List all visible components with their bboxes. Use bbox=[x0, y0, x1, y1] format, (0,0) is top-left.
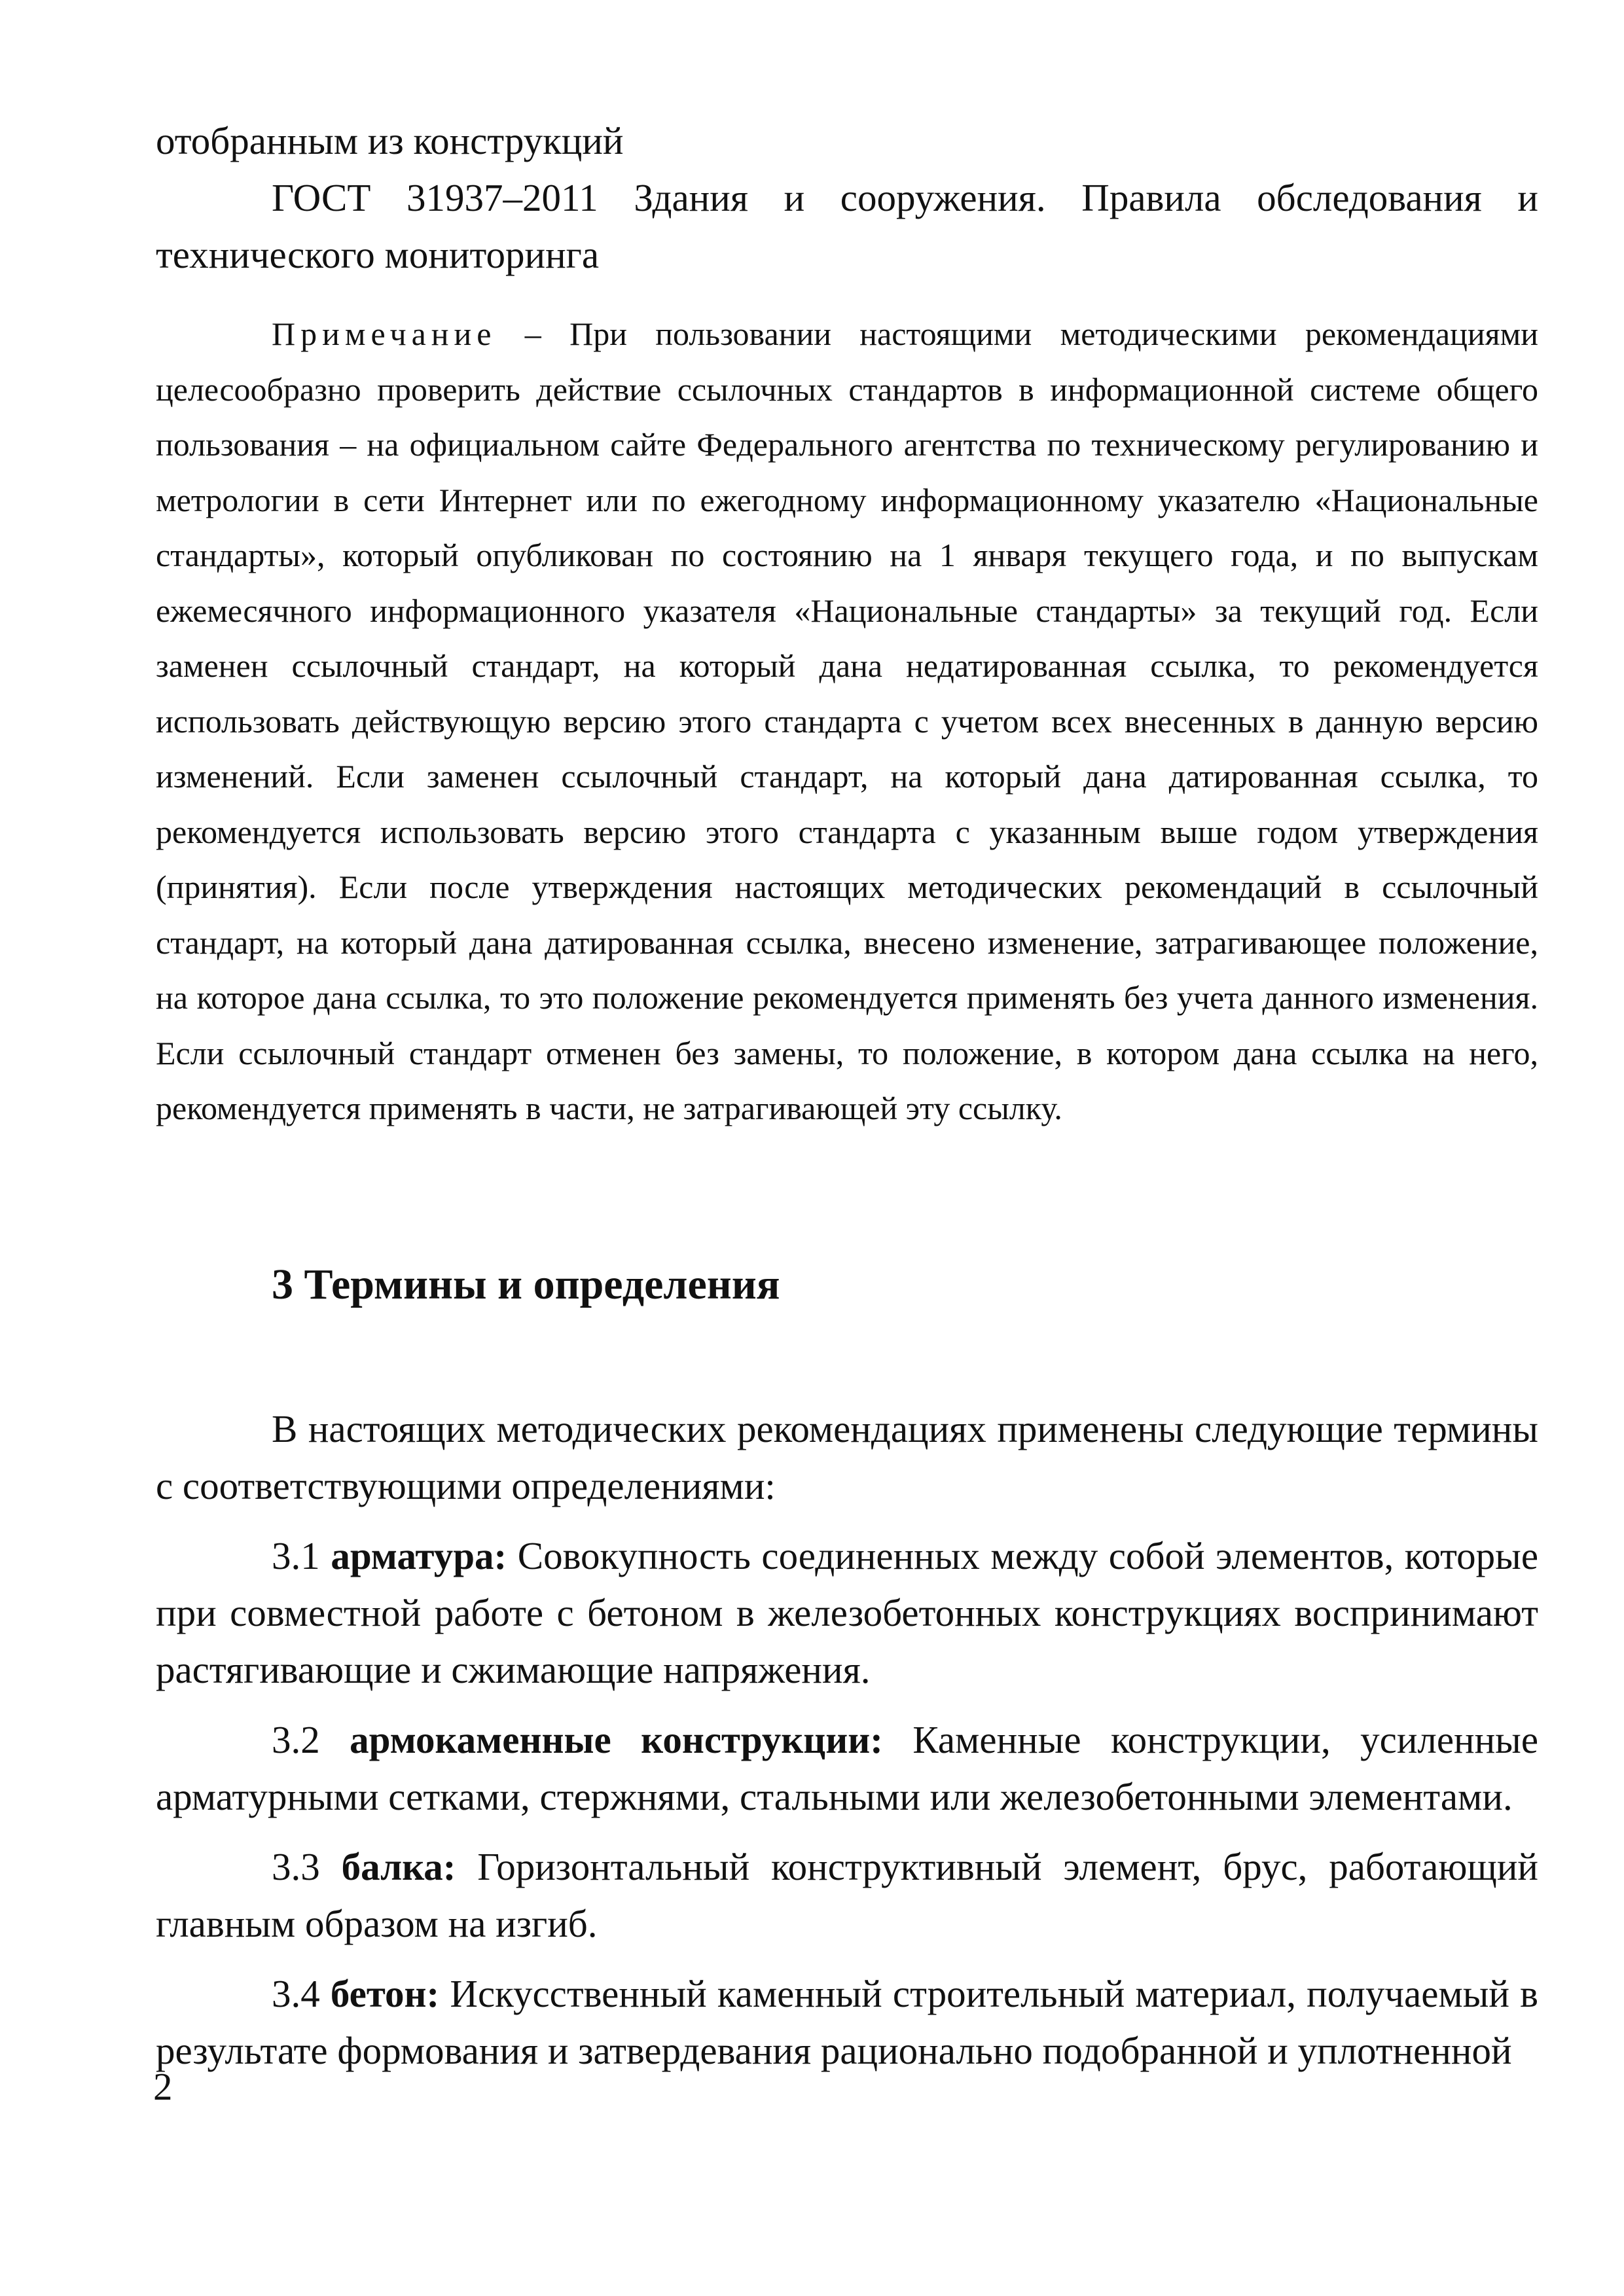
term-definition: Искусственный каменный строительный материал, получаемый в результате формования и затвердевания рационально подобранной и уплотненной bbox=[156, 1972, 1538, 2072]
term-number: 3.1 bbox=[272, 1534, 331, 1577]
term-name: арматура: bbox=[331, 1534, 507, 1577]
continuation-line: отобранным из конструкций bbox=[156, 119, 624, 162]
term-entry bbox=[156, 1965, 1538, 2079]
term-name: армокаменные конструкции: bbox=[350, 1718, 883, 1761]
note-text: – При пользовании настоящими методическими рекомендациями целесообразно проверить действие ссылочных стандартов в информационной системе общего пользования – на официальном сайте Федерального агентства по техническому регулированию и метрологии в сети Интернет или по ежегодному информационному указателю «Национальные стандарты», который опубликован по состоянию на 1 января текущего года, и по выпускам ежемесячного информационного указателя «Национальные стандарты» за текущий год. Если заменен ссылочный стандарт, на который дана недатированная ссылка, то рекомендуется использовать действующую версию этого стандарта с учетом всех внесенных в данную версию изменений. Если заменен ссылочный стандарт, на который дана датированная ссылка, то рекомендуется использовать версию этого стандарта с указанным выше годом утверждения (принятия). Если после утверждения настоящих методических рекомендаций в ссылочный стандарт, на который дана датированная ссылка, внесено изменение, затрагивающее положение, на которое дана ссылка, то это положение рекомендуется применять без учета данного изменения. Если ссылочный стандарт отменен без замены, то положение, в котором дана ссылка на него, рекомендуется применять в части, не затрагивающей эту ссылку. bbox=[156, 315, 1538, 1126]
term-entry bbox=[156, 1839, 1538, 1952]
continuation-block bbox=[156, 113, 1538, 283]
term-definition: Горизонтальный конструктивный элемент, брус, работающий главным образом на изгиб. bbox=[156, 1845, 1539, 1945]
term-definition: Совокупность соединенных между собой элементов, которые при совместной работе с бетоном в железобетонных конструкциях воспринимают растягивающие и сжимающие напряжения. bbox=[156, 1534, 1539, 1691]
terms-intro: В настоящих методических рекомендациях применены следующие термины с соответствующими определениями: bbox=[156, 1407, 1538, 1507]
term-number: 3.2 bbox=[272, 1718, 350, 1761]
terms-block bbox=[156, 1401, 1538, 2079]
note-block bbox=[156, 306, 1538, 1136]
term-entry bbox=[156, 1528, 1538, 1698]
page-number: 2 bbox=[153, 2065, 173, 2108]
note-label: Примечание bbox=[272, 315, 497, 352]
term-entry bbox=[156, 1712, 1538, 1825]
note-paragraph bbox=[156, 306, 1538, 1136]
term-name: балка: bbox=[341, 1845, 456, 1888]
section-heading: 3 Термины и определения bbox=[272, 1261, 780, 1308]
gost-reference: ГОСТ 31937–2011 Здания и сооружения. Правила обследования и технического мониторинга bbox=[156, 176, 1538, 276]
term-definition: Каменные конструкции, усиленные арматурными сетками, стержнями, стальными или железобетонными элементами. bbox=[156, 1718, 1539, 1818]
term-number: 3.4 bbox=[272, 1972, 331, 2015]
term-name: бетон: bbox=[330, 1972, 440, 2015]
term-number: 3.3 bbox=[272, 1845, 342, 1888]
